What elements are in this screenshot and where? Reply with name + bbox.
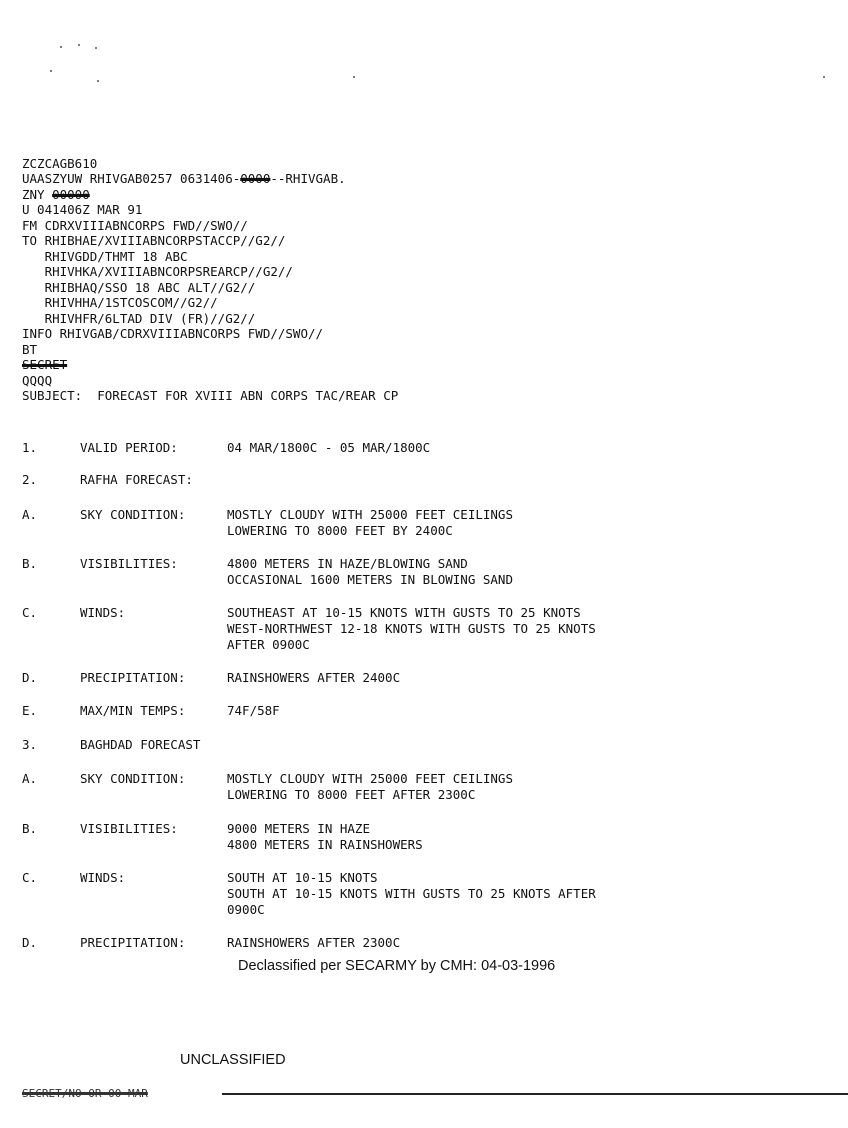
- item-value: 4800 METERS IN RAINSHOWERS: [227, 837, 423, 852]
- item-number: 2.: [22, 472, 38, 487]
- item-label: WINDS:: [80, 870, 126, 885]
- header-line: U 041406Z MAR 91: [22, 202, 143, 217]
- classification-marking: UNCLASSIFIED: [180, 1052, 286, 1068]
- struck-classification: SECRET: [22, 357, 68, 372]
- header-line: RHIVHHA/1STCOSCOM//G2//: [22, 295, 218, 310]
- item-value: 74F/58F: [227, 703, 280, 718]
- header-line: RHIVHKA/XVIIIABNCORPSREARCP//G2//: [22, 264, 293, 279]
- item-value: 9000 METERS IN HAZE: [227, 821, 370, 836]
- item-value: SOUTH AT 10-15 KNOTS: [227, 870, 378, 885]
- header-line: BT: [22, 342, 38, 357]
- item-label: WINDS:: [80, 605, 126, 620]
- item-number: 1.: [22, 440, 38, 455]
- item-number: B.: [22, 556, 38, 571]
- item-number: B.: [22, 821, 38, 836]
- item-value: OCCASIONAL 1600 METERS IN BLOWING SAND: [227, 572, 513, 587]
- header-line: FM CDRXVIIIABNCORPS FWD//SWO//: [22, 218, 248, 233]
- header-line: RHIBHAQ/SSO 18 ABC ALT//G2//: [22, 280, 256, 295]
- header-line: RHIVGDD/THMT 18 ABC: [22, 249, 188, 264]
- item-label: PRECIPITATION:: [80, 670, 186, 685]
- header-line: QQQQ: [22, 373, 53, 388]
- item-label: RAFHA FORECAST:: [80, 472, 193, 487]
- item-number: A.: [22, 507, 38, 522]
- header-line: UAASZYUW RHIVGAB0257 0631406-0000--RHIVGAB.: [22, 171, 346, 186]
- item-label: VISIBILITIES:: [80, 821, 178, 836]
- item-label: SKY CONDITION:: [80, 507, 186, 522]
- subject-line: SUBJECT: FORECAST FOR XVIII ABN CORPS TAC/REAR CP: [22, 388, 399, 403]
- header-line: ZCZCAGB610: [22, 156, 98, 171]
- item-number: D.: [22, 935, 38, 950]
- item-label: SKY CONDITION:: [80, 771, 186, 786]
- item-value: 04 MAR/1800C - 05 MAR/1800C: [227, 440, 431, 455]
- item-value: SOUTH AT 10-15 KNOTS WITH GUSTS TO 25 KNOTS AFTER: [227, 886, 596, 901]
- item-value: 0900C: [227, 902, 265, 917]
- item-value: LOWERING TO 8000 FEET BY 2400C: [227, 523, 453, 538]
- item-value: RAINSHOWERS AFTER 2300C: [227, 935, 401, 950]
- item-number: C.: [22, 605, 38, 620]
- item-label: BAGHDAD FORECAST: [80, 737, 201, 752]
- declassification-note: Declassified per SECARMY by CMH: 04-03-1996: [238, 958, 556, 974]
- item-label: VISIBILITIES:: [80, 556, 178, 571]
- item-value: WEST-NORTHWEST 12-18 KNOTS WITH GUSTS TO 25 KNOTS: [227, 621, 596, 636]
- struck-marking: SECRET/NO-OR-00-MAR: [22, 1087, 148, 1100]
- item-label: MAX/MIN TEMPS:: [80, 703, 186, 718]
- header-line: RHIVHFR/6LTAD DIV (FR)//G2//: [22, 311, 256, 326]
- header-line: INFO RHIVGAB/CDRXVIIIABNCORPS FWD//SWO//: [22, 326, 324, 341]
- redaction: 00000: [52, 187, 90, 202]
- header-line: ZNY 00000: [22, 187, 90, 202]
- item-label: VALID PERIOD:: [80, 440, 178, 455]
- item-value: RAINSHOWERS AFTER 2400C: [227, 670, 401, 685]
- item-value: MOSTLY CLOUDY WITH 25000 FEET CEILINGS: [227, 507, 513, 522]
- item-number: A.: [22, 771, 38, 786]
- item-label: PRECIPITATION:: [80, 935, 186, 950]
- item-number: 3.: [22, 737, 38, 752]
- divider: [222, 1093, 848, 1095]
- item-value: SOUTHEAST AT 10-15 KNOTS WITH GUSTS TO 25 KNOTS: [227, 605, 581, 620]
- redaction: 0000: [240, 171, 271, 186]
- header-line: TO RHIBHAE/XVIIIABNCORPSTACCP//G2//: [22, 233, 286, 248]
- item-number: E.: [22, 703, 38, 718]
- item-number: D.: [22, 670, 38, 685]
- item-value: 4800 METERS IN HAZE/BLOWING SAND: [227, 556, 468, 571]
- item-value: MOSTLY CLOUDY WITH 25000 FEET CEILINGS: [227, 771, 513, 786]
- item-value: LOWERING TO 8000 FEET AFTER 2300C: [227, 787, 476, 802]
- item-number: C.: [22, 870, 38, 885]
- item-value: AFTER 0900C: [227, 637, 310, 652]
